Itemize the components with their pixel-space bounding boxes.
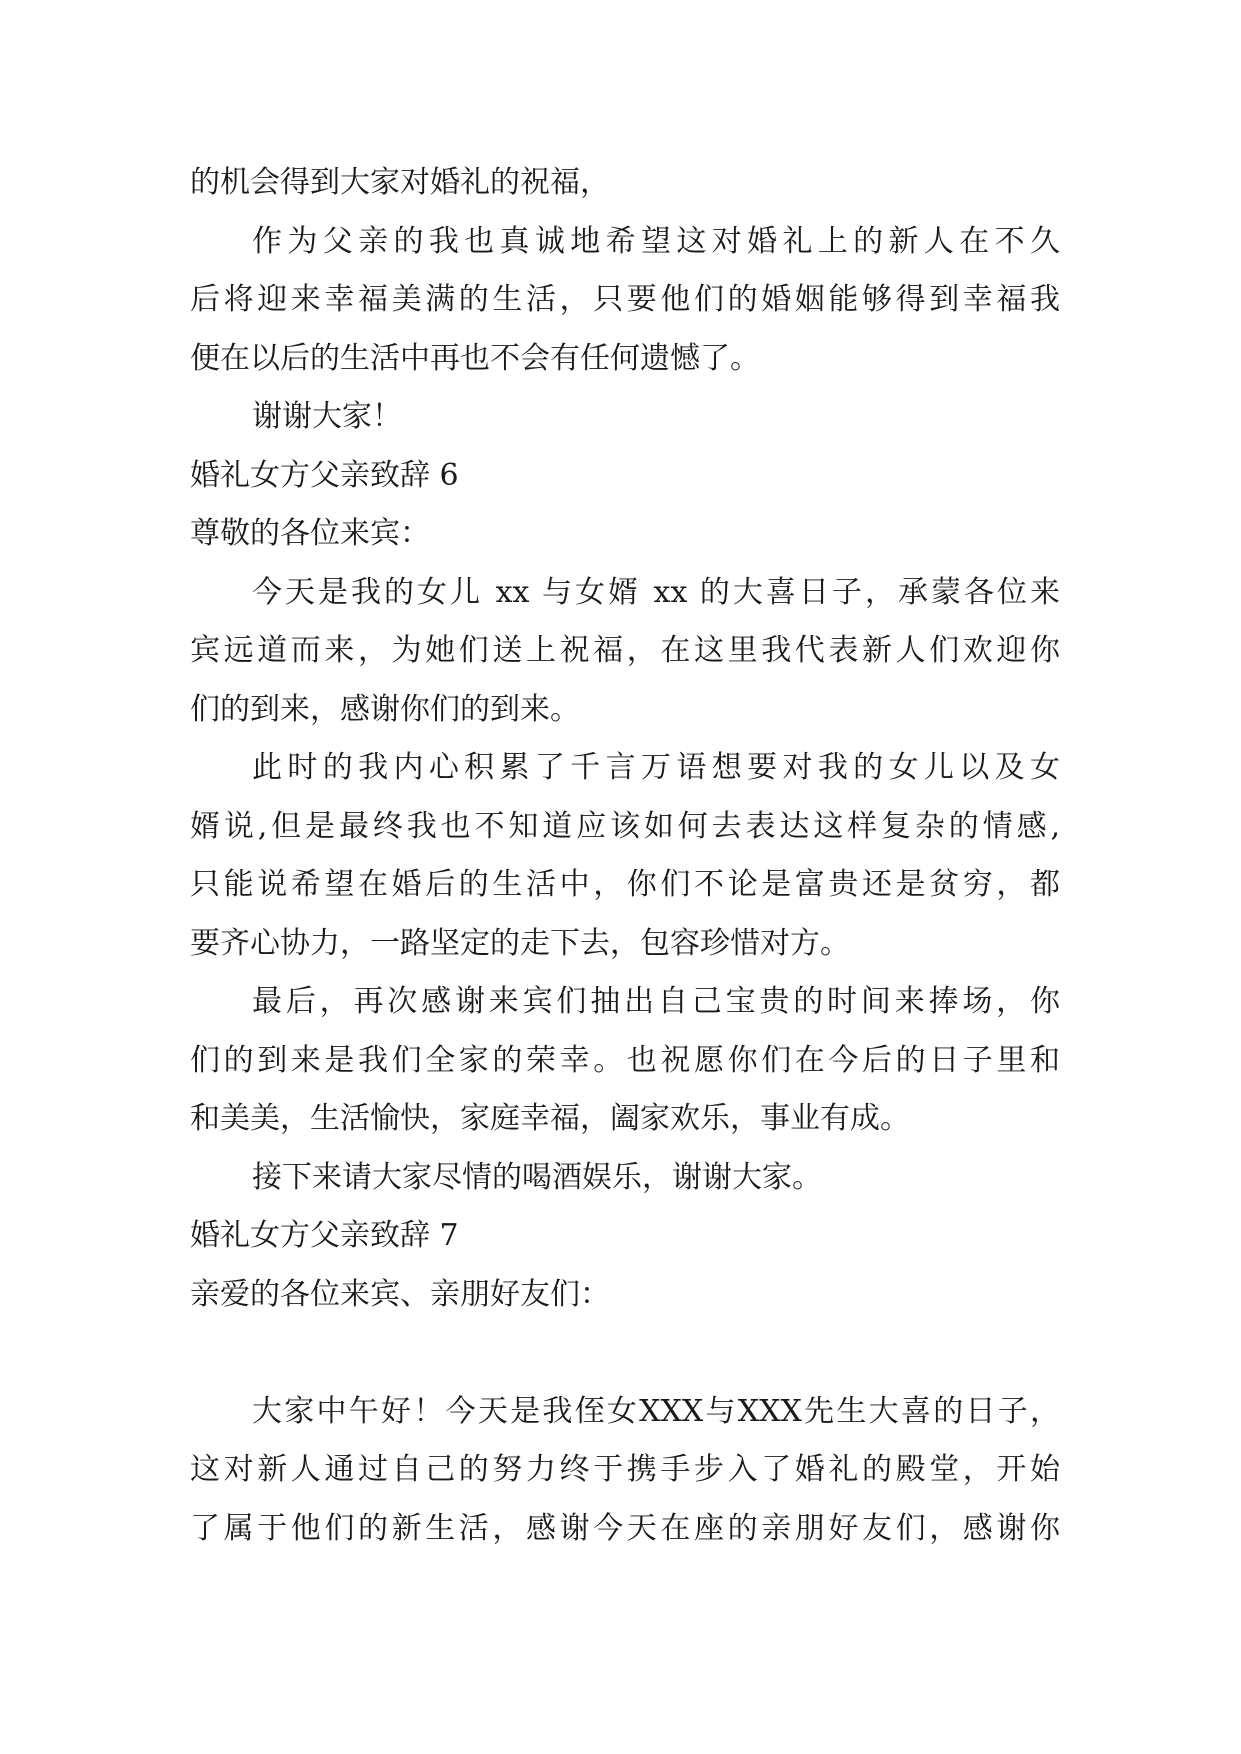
- text-line: 大家中午好！今天是我侄女XXX与XXX先生大喜的日子，: [252, 1393, 1060, 1429]
- document-body: [190, 154, 1060, 1558]
- salutation: 亲爱的各位来宾、亲朋好友们：: [190, 1276, 610, 1312]
- section-heading: 婚礼女方父亲致辞 6: [190, 457, 459, 493]
- text-line: 要齐心协力，一路坚定的走下去，包容珍惜对方。: [190, 925, 850, 961]
- text-line: 后将迎来幸福美满的生活，只要他们的婚姻能够得到幸福我: [190, 282, 1060, 317]
- text-line: 谢谢大家！: [252, 399, 402, 434]
- text-line: 婿说,但是最终我也不知道应该如何去表达这样复杂的情感,: [190, 808, 1060, 844]
- text-line: 了属于他们的新生活，感谢今天在座的亲朋好友们，感谢你: [190, 1510, 1060, 1546]
- section-heading: 婚礼女方父亲致辞 7: [190, 1218, 459, 1253]
- text-line: 最后，再次感谢来宾们抽出自己宝贵的时间来捧场，你: [252, 984, 1060, 1019]
- text-line: 和美美，生活愉快，家庭幸福，阖家欢乐，事业有成。: [190, 1101, 910, 1136]
- text-line: 只能说希望在婚后的生活中，你们不论是富贵还是贫穷，都: [190, 867, 1060, 902]
- text-line: 这对新人通过自己的努力终于携手步入了婚礼的殿堂，开始: [190, 1452, 1060, 1487]
- blank-line: [190, 1324, 1060, 1383]
- text-line: 宾远道而来，为她们送上祝福，在这里我代表新人们欢迎你: [190, 633, 1060, 668]
- salutation: 尊敬的各位来宾：: [190, 516, 430, 551]
- text-line: 们的到来，感谢你们的到来。: [190, 691, 580, 727]
- text-line: 便在以后的生活中再也不会有任何遗憾了。: [190, 340, 760, 376]
- text-line: 们的到来是我们全家的荣幸。也祝愿你们在今后的日子里和: [190, 1042, 1060, 1078]
- text-line: 的机会得到大家对婚礼的祝福，: [190, 165, 610, 200]
- text-line: 此时的我内心积累了千言万语想要对我的女儿以及女: [252, 750, 1060, 785]
- text-line: 今天是我的女儿 xx 与女婿 xx 的大喜日子，承蒙各位来: [252, 574, 1060, 610]
- text-line: 接下来请大家尽情的喝酒娱乐，谢谢大家。: [252, 1159, 822, 1195]
- text-line: 作为父亲的我也真诚地希望这对婚礼上的新人在不久: [252, 223, 1060, 259]
